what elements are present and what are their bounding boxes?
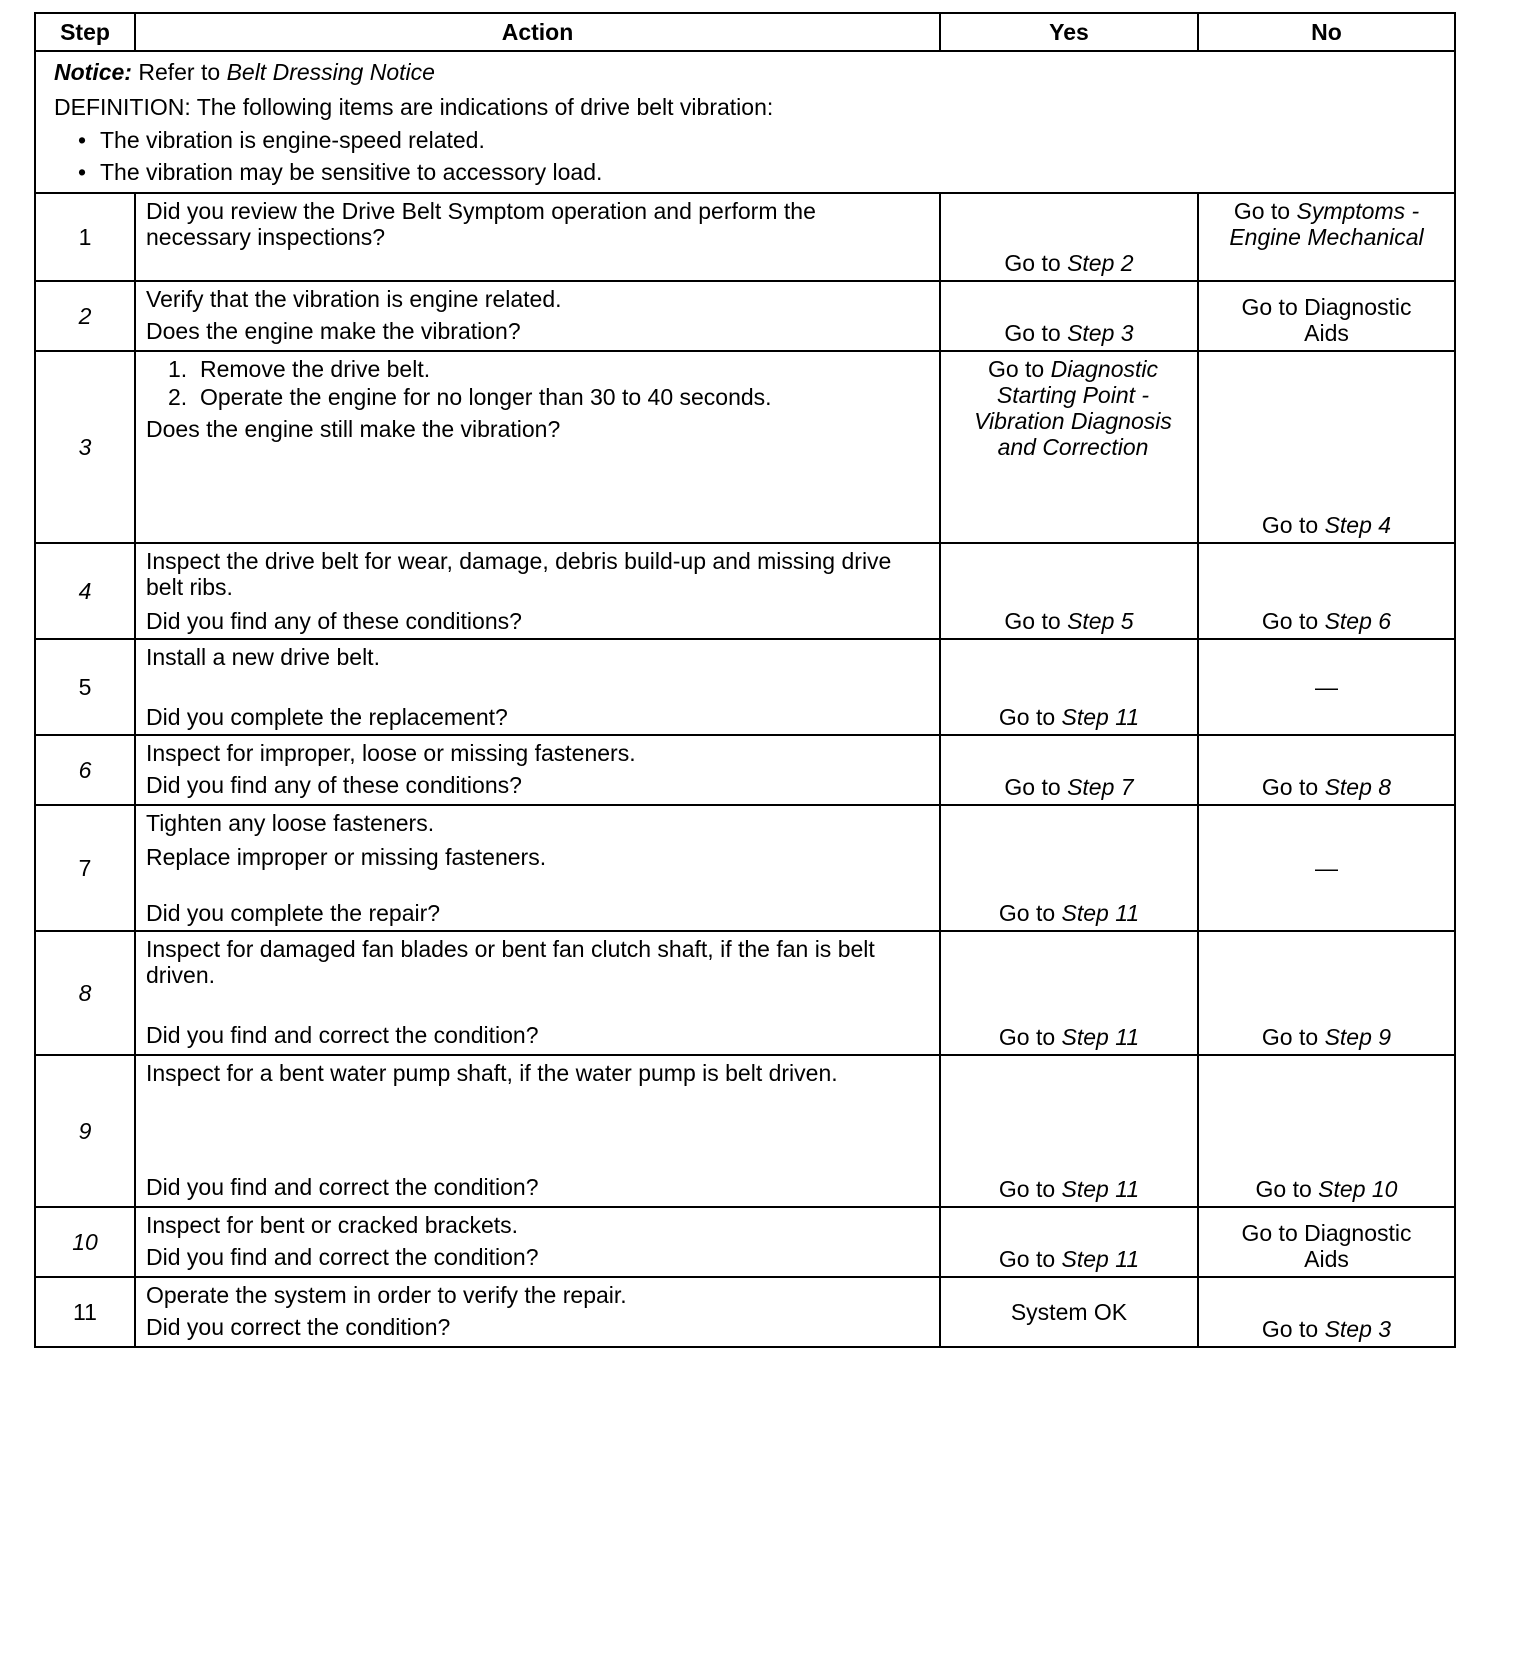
no-cell: — — [1198, 805, 1455, 931]
yes-cell: Go to Step 11 — [940, 1207, 1198, 1277]
table-row — [35, 351, 1455, 543]
step-number: 11 — [35, 1277, 135, 1347]
no-cell: Go to Step 10 — [1198, 1055, 1455, 1207]
table-row — [35, 931, 1455, 1055]
step-number: 10 — [35, 1207, 135, 1277]
yes-cell: Go to Step 2 — [940, 193, 1198, 281]
table-row — [35, 639, 1455, 735]
no-cell: Go to Step 8 — [1198, 735, 1455, 805]
no-cell: Go to Step 3 — [1198, 1277, 1455, 1347]
no-cell: — — [1198, 639, 1455, 735]
header-no: No — [1198, 13, 1455, 51]
definition-text: DEFINITION: The following items are indications of drive belt vibration: — [54, 94, 774, 120]
yes-cell: Go to Step 11 — [940, 805, 1198, 931]
step-number: 1 — [35, 193, 135, 281]
notice-cell — [35, 51, 1455, 193]
yes-cell: Go to Step 5 — [940, 543, 1198, 639]
yes-cell: Go to Step 3 — [940, 281, 1198, 351]
yes-cell: Go to Step 11 — [940, 1055, 1198, 1207]
notice-ref: Belt Dressing Notice — [226, 59, 435, 85]
step-number: 2 — [35, 281, 135, 351]
notice-line — [54, 54, 1454, 90]
table-row — [35, 805, 1455, 931]
yes-cell: System OK — [940, 1277, 1198, 1347]
notice-label: Notice: — [54, 59, 132, 85]
action-cell: Did you review the Drive Belt Symptom operation and perform the necessary inspections? — [135, 193, 940, 281]
table-row — [35, 193, 1455, 281]
diagnostic-table — [34, 12, 1456, 1348]
step-number: 8 — [35, 931, 135, 1055]
no-cell: Go to Symptoms - Engine Mechanical — [1198, 193, 1455, 281]
table-row — [35, 735, 1455, 805]
action-cell: Verify that the vibration is engine related. Does the engine make the vibration? — [135, 281, 940, 351]
action-cell: 1. Remove the drive belt. 2. Operate the engine for no longer than 30 to 40 seconds. Does the engine still make the vibration? — [135, 351, 940, 543]
table-row — [35, 1207, 1455, 1277]
header-action: Action — [135, 13, 940, 51]
yes-cell: Go to Step 7 — [940, 735, 1198, 805]
no-cell: Go to Step 6 — [1198, 543, 1455, 639]
table-row — [35, 281, 1455, 351]
yes-cell: Go to Step 11 — [940, 931, 1198, 1055]
step-number: 4 — [35, 543, 135, 639]
header-step: Step — [35, 13, 135, 51]
yes-cell: Go to Diagnostic Starting Point - Vibration Diagnosis and Correction — [940, 351, 1198, 543]
action-cell: Inspect for bent or cracked brackets. Did you find and correct the condition? — [135, 1207, 940, 1277]
no-cell: Go to Diagnostic Aids — [1198, 1207, 1455, 1277]
step-number: 7 — [35, 805, 135, 931]
action-cell: Operate the system in order to verify the repair. Did you correct the condition? — [135, 1277, 940, 1347]
action-cell: Inspect for improper, loose or missing fasteners. Did you find any of these conditions? — [135, 735, 940, 805]
definition-bullet: • The vibration is engine-speed related. — [78, 127, 485, 153]
no-cell: Go to Diagnostic Aids — [1198, 281, 1455, 351]
step-number: 5 — [35, 639, 135, 735]
header-yes: Yes — [940, 13, 1198, 51]
notice-text: Refer to — [131, 59, 227, 85]
no-cell: Go to Step 4 — [1198, 351, 1455, 543]
table-row — [35, 1277, 1455, 1347]
action-cell: Install a new drive belt. Did you complete the replacement? — [135, 639, 940, 735]
table-row — [35, 1055, 1455, 1207]
action-cell: Inspect for a bent water pump shaft, if the water pump is belt driven. Did you find and correct the condition? — [135, 1055, 940, 1207]
yes-cell: Go to Step 11 — [940, 639, 1198, 735]
step-number: 9 — [35, 1055, 135, 1207]
table-row — [35, 543, 1455, 639]
step-number: 6 — [35, 735, 135, 805]
definition-bullet: • The vibration may be sensitive to accessory load. — [78, 159, 603, 185]
action-cell: Inspect for damaged fan blades or bent fan clutch shaft, if the fan is belt driven. Did you find and correct the condition? — [135, 931, 940, 1055]
no-cell: Go to Step 9 — [1198, 931, 1455, 1055]
action-cell: Tighten any loose fasteners. Replace improper or missing fasteners. Did you complete the repair? — [135, 805, 940, 931]
header-row — [35, 13, 1455, 51]
step-number: 3 — [35, 351, 135, 543]
notice-row — [35, 51, 1455, 193]
action-cell: Inspect the drive belt for wear, damage, debris build-up and missing drive belt ribs. Did you find any of these conditions? — [135, 543, 940, 639]
